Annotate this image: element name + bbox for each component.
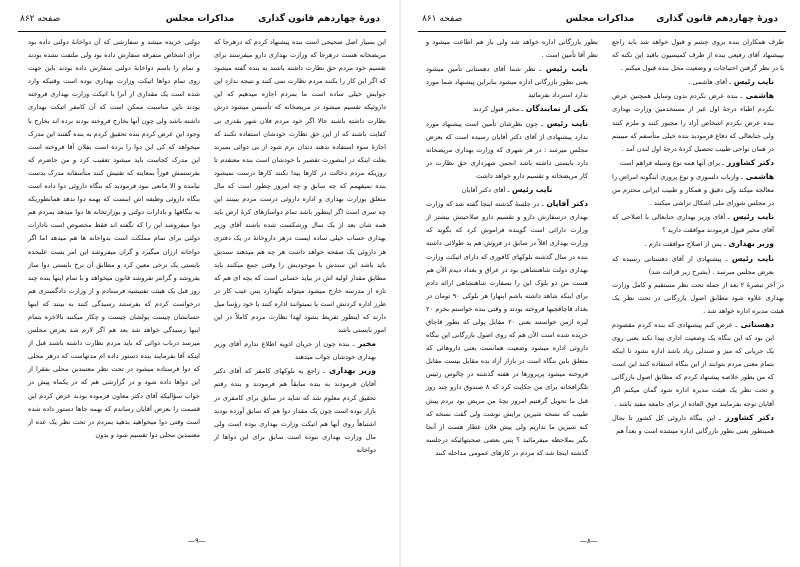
paragraph-text: این بسیار اصل صحیحی است بنده پیشنهاد کردم که درهرجا که مریضخانه هست درهرجا که وزارت بهداری دارو میفرستد برای تقسیم خود مردم حق نظارت داشته باشند به بنده گفته میشود که اگر این کار را بکنند مردم نظارت نمی کنند و نتیجه ندارد این جوابش خیلی ساده است ما بمردم اجازه میدهیم که این داروئیکه تقسیم میشود در مریضخانه که تأسیس میشود درش نظارت داشته باشند حالا اگر خود مردم فلان شهر بقدری بی کفایت باشند که از این حق نظارت خودشان استفاده نکنند که اجازهٔ سوء استفاده ندهند دندان نرم شود از بی دوائی بمیرند بعلت اینکه در اینصورت تقصیر با خودشان است بنده معتقدم تا روزیکه مردم دخالت در کارها پیدا نکنند کارها درست نمیشود بنده نمیفهمم که چه سابق و چه امروز چطور است که مال متعلق بوزارت بهداری و اداره داروئی درست مردم ببینند این چه سری است اگر اینطور باشد تمام دواسازهای کرهٔ ارض باید همه شان بعد از یک سال ورشکست شده باشند آقای وزیر بهداری حساب خیلی ساده ایست درهر داروخانهٔ در یک دفتری هر داروئی یک صفحه خواهد داشت هر چه هم میدهند سندش باید باشد این سندش با موجودیش را وقتی جمع میکنند باید مطابق مقدار اولیه اش در بیاید حسابی است که بچه ای هم که تازه از مدرسه خارج میشود میتواند نگهدارد پس عیب کار در طرز اداره کردنش است یا نمیتوانند اداره کنند یا خود رؤسا میل دارند که اینطور تفریط بشود لهذا نظارت مردم کاملاً در این امور بایستی باشد	[214, 38, 386, 335]
paragraph-text: ـ بنده چون از جریان ادویه اطلاع ندارم آقای وزیر بهداری خودشان جواب میدهند	[214, 340, 376, 362]
paragraph-text: ـ آقای هاشمی .	[688, 78, 732, 87]
speech-paragraph	[612, 237, 784, 251]
speech-paragraph	[612, 75, 784, 89]
paragraph-text: در آخر تبصرهٔ ۲ بعد از جمله تحت نظر مستقیم و کامل وزارت بهداری علاوه شود مطابق اصول بازرگانی در تحت نظر یک هیئت مدیره اداره خواهد شد .	[612, 280, 784, 315]
paragraph-text: دولتی خریده میشد و سفارشی که آن دواخانهٔ دولتی داده بود برای اشخاص متفرقه سفارش داده بود ولی ملتفت نشده بودند و تمام را باسم دواخانهٔ دولتی سفارش داده بودند باین جهت روی تمام دواها اتیکت وزارت بهداری بوده است وقتیکه وارد شده است یک مقداری از آنرا با اتیکت وزارت بهداری فروخته بودند باین مناسبت ممکن است که آن کامفر اتیکت بهداری داشته باشد ولی چون آنها بخارج فروخته بودند برده اند بخارج با وجود این عرض کردم بنده تحقیق کردم به بنده گفتند این مدرک میخواهد که کی این دوا را برده است بفلان آقا فروخته است این مدرک کجاست باید میشود تعقیب کرد و من حاضرم که بفرستمش فوراً بمعاینه که تفتیش کنند متأسفانه مدرک بدست نیامده و الا مانعی نبود فرمودید که بنگاه داروئی دوا داده است بنگاه داروئی وظیفه اش اینست که بهمه دوا بدهد همانطوریکه به بنگاهها و بادارات دولتی و بوزارتخانه ها دوا میدهد بمردم هم دوا میفروشد این را که نگفته اند فقط مخصوص است بادارات دولتی برای تمام مملکت است بدواخانه ها هم میدهد اما اگر دواخانه ارزان میگیرد و گران میفروشد این امر یست علیحده بایستی یک نرخی معین کرد و مطابق آن نرخ بایستی دوا ساز بفروشد و گرانتر نفروشد قانون میخواهد و با تمام اینها بنده چند روز قبل یک هیئت تفتیشیه فرستادم و از وزارت دادگستری هم درخواست کردم که بفرستند رسیدگی کنند به بینند که اینها حسابشان چیست پولشان چیست و چکار میکنند بالاخره بتمام اینها رسیدگی خواهد شد بعد هم اگر لازم شد بعرض مجلس میرسد درباب دوائی که باید مردم نظارت داشته باشند قبل از اینکه آقا بفرمایند بنده دستور داده ام مدتهاست که درهر محلی که دوا فرستاده میشود در تحت نظر معتمدین محلی بفقرا از این دواها داده شود و در گزارشی هم که در یکماه پیش در جواب سؤالیکه آقای دکتر معاون فرموده بودند عرض کردم این قسمت را بعرض آقایان رساندم که بهمه جاها دستور داده شده است وقتی دوا میخواهید بدهید بمردم در تحت نظر یک عده از معتمدین محلی دوا تقسیم شود و بدون	[28, 38, 200, 439]
speaker-name: وزیر بهداری	[325, 366, 377, 376]
text-paragraph	[214, 36, 386, 337]
speaker-name: مخبر	[354, 339, 376, 349]
speaker-name: نایب رئیس	[729, 212, 774, 222]
text-paragraph	[28, 36, 200, 442]
paragraph-text: ـ وازباب دلسوزی و نوع پروری اینگونه امراض را معالجه میکند ولی دقیق و همکار و طبیب ایرانی محترم من در مجلس شورای ملی اشکال تراشی میکنند .	[612, 172, 774, 208]
paragraph-text: بطور بازرگانی اداره خواهد شد ولی باز هم اطاعت میشود و نظر آقا تأمین است .	[426, 38, 598, 60]
speaker-name: نایب رئیس	[541, 64, 588, 74]
folio-number: —۸—	[580, 537, 598, 545]
speaker-name: هاشمی	[742, 91, 774, 101]
text-column-right	[612, 36, 784, 438]
header-rule	[418, 31, 786, 32]
paragraph-text: ـ این بنگاه داروئی کل کشور تا بحال همینطور یعنی بطور بازرگانی اداره میشده است و بعداً هم	[612, 413, 774, 435]
speaker-name: نایب رئیس	[543, 118, 588, 128]
speaker-name: دکتر آفایان	[543, 199, 588, 209]
running-head	[20, 14, 380, 30]
speaker-name: هاشمی	[742, 171, 774, 181]
paragraph-text: ـ چون نظرشان تأمین است پیشنهاد مورد ندارد پیشنهادی از آقای دکتر آفایان رسیده است که بعرض مجلس میرسد : در هر شهری که وزارت بهداری مریضخانه دارد بایستی داشته باشد انجمن شهرداری حق نظارت در کار مریضخانه و تقسیم دارو خواهد داشت	[426, 119, 588, 180]
speaker-name: دکتر کشاورز	[724, 157, 774, 167]
speaker-name: نایب رئیس	[509, 185, 553, 195]
paragraph-text: ـ پیشنهادی از آقای دهستانی رسیده که بعرض مجلس میرسد . (بشرح زیر قرائت شد)	[612, 254, 774, 276]
speech-paragraph	[426, 117, 598, 183]
speech-paragraph	[426, 62, 598, 102]
folio-number: —۹—	[188, 537, 206, 545]
page-861	[400, 0, 800, 567]
speech-paragraph	[612, 318, 784, 411]
speech-paragraph	[426, 183, 598, 197]
page-number-label: صفحه ۸۶۲	[20, 14, 61, 24]
paragraph-text: ـ راجع به بلوکهای کامفر که آقای دکتر آفایان فرمودند به بنده سابقاً هم فرمودند و بنده رفتم تحقیق کردم معلوم شد که شاید در سابق برای کامفری در بازار بوده است چون یک مقدار دوا هم که سابق آورده بودند اشتباهاً روی آنها هم اتیکت وزارت بهداری بوده است ولی مال وزارت بهداری نبوده است سابق برای این دواها از دواخانه	[214, 367, 376, 454]
speech-paragraph	[612, 89, 784, 155]
speech-paragraph	[214, 337, 386, 364]
speaker-name: نایب رئیس	[727, 253, 774, 263]
text-column-right	[214, 36, 386, 457]
paragraph-text: ـ آقای دکتر آفایان	[461, 186, 510, 195]
speech-paragraph	[426, 102, 598, 116]
speech-paragraph	[612, 411, 784, 438]
speech-paragraph	[214, 364, 386, 457]
paragraph-text: ـ در جلسهٔ گذشته اینجا گفته شد که وزارت بهداری درسفارش دارو و تقسیم دارو صلاحیتش بیشتر از وزارت دارائی است گوینده فراموش کرد که بگوید که وزارت بهداری اقلاً در سابق در فروش هم ید طولائی داشته بنده در سال گذشته بلوکهای کافوری که دارای اتیکت وزارت بهداری دولت شاهنشاهی بود در عراق و بغداد دیدم الآن هم هست من دو بلوک این را بسفارت شاهنشاهی ارائه دادم برای اینکه شاهد داشته باشم اینهارا هر بلوکی ۹۰ تومان در بغداد قاچاقچیها فروخته بودند و وقتی بنده خواستم بخرم ۲۰ لیره ازمن خواستند یعنی ۲۰ مقابل پولی که بطور قاچاق خریده شده است الآن هم که روی اصول بازرگانی این بنگاه داروئی اداره میشود وضعیت همانست یعنی داروهائی که متعلق باین بنگاه است در بازار آزاد بده مقابل بیست مقابل فروخته میشود پریروزها در هفته گذشته در چالوس رئیس تلگرافخانه برای من حکایت کرد که ۸ صندوق دارو چند روز قبل ما تحویل گرفتیم امروز بچهٔ من مریض بود بردم پیش طبیب که نسخه شیرین برایش نوشت ولی گفت نسخه که کنه شیرین ما نداریم ولی پیش فلان عطار هست از آنجا بگیر بملاحظه میفرمائید ؟ پس بعضی صحبتهائیکه درجلسه گذشته اینجا شد که مردم در کارهای عمومی مداخله کنند	[426, 200, 589, 457]
paragraph-text: ـ مخبر قبول کردند	[473, 105, 524, 114]
speech-paragraph	[612, 252, 784, 279]
paragraph-text: ـ عرض کنم پیشنهادی که بنده کردم مقصودم این بود که این بنگاه یک وضعیت اداری پیدا نکند یعنی روی یک جریانی که میز و صندلی زیاد باشد اداره نشود تا اینکه بتمام معنی مردم بتوانند از این بنگاه استفاده کنند این است که من بطور خلاصه پیشنهاد کردم که مطابق اصول بازرگانی و تحت نظر یک هیئت مدیره اداره شود گمان میکنم اگر آقایان توجه بفرمایند فوق العاده از برای جامعه مفید باشد .	[612, 320, 774, 408]
running-head	[422, 14, 778, 30]
header-rule	[18, 31, 386, 32]
speaker-name: نایب رئیس	[731, 77, 774, 87]
speech-paragraph	[612, 156, 784, 170]
text-paragraph	[426, 36, 598, 62]
speaker-name: دکتر کشاورز	[720, 412, 774, 422]
paragraph-text: ـ برای آنها همه نوع وسیله فراهم است	[619, 158, 725, 167]
text-column-left	[426, 36, 598, 460]
proceedings-title: مذاکرات مجلس	[565, 14, 635, 24]
paragraph-text: طرف همکاران بنده بروی چشم و قبول خواهد شد باید راجع بپیشنهاد آقای رفیعی بنده از طرف کمیسیون باقید این نکته که یا در نظر گرفتن احتیاجات و وضعیت محل بنده قبول میکنم .	[612, 38, 784, 73]
speech-paragraph	[612, 170, 784, 210]
series-title: دورهٔ چهاردهم قانون گذاری	[258, 14, 380, 24]
speaker-name: دهستانی	[737, 319, 774, 329]
speaker-name: وزیر بهداری	[725, 239, 774, 249]
paragraph-text: ـ نظر شما آقای دهستانی تأمین میشود یعنی بطور بازرگانی اداره میشود بنابراین پیشنهاد شما مورد ندارد استرداد بفرمائید	[426, 65, 588, 100]
proceedings-title: مذاکرات مجلس	[165, 14, 235, 24]
text-column-left	[28, 36, 200, 442]
text-paragraph	[612, 279, 784, 318]
paragraph-text: ـ آقای وزیر بهداری جنابعالی با اصلاحی که آقای مخبر قبول فرمودند موافقت دارید ؟	[612, 213, 774, 235]
speech-paragraph	[612, 210, 784, 237]
speaker-name: یکی از نمایندگان	[523, 104, 588, 114]
page-number-label: صفحه ۸۶۱	[422, 14, 463, 24]
series-title: دورهٔ چهاردهم قانون گذاری	[656, 14, 778, 24]
speech-paragraph	[426, 197, 598, 460]
paragraph-text: ـ پس از اصلاح موافقت دارم .	[644, 240, 726, 249]
paragraph-text: ـ بنده عرض نکردم بدون وسایل همچنین عرض نکردم اطباء درجهٔ اول غیر از مستخدمین وزارت بهداری بنده عرض نکردم اشخاص آزاد را مجبور کنند و ملزم کنند ولی جنابعالی که دفاع فرمودید بنده خیلی متأسفم که میبینم در همان نواحی طبیب تحصیل کردهٔ درجهٔ اول لندن آمد .	[612, 92, 774, 153]
text-paragraph	[612, 36, 784, 75]
